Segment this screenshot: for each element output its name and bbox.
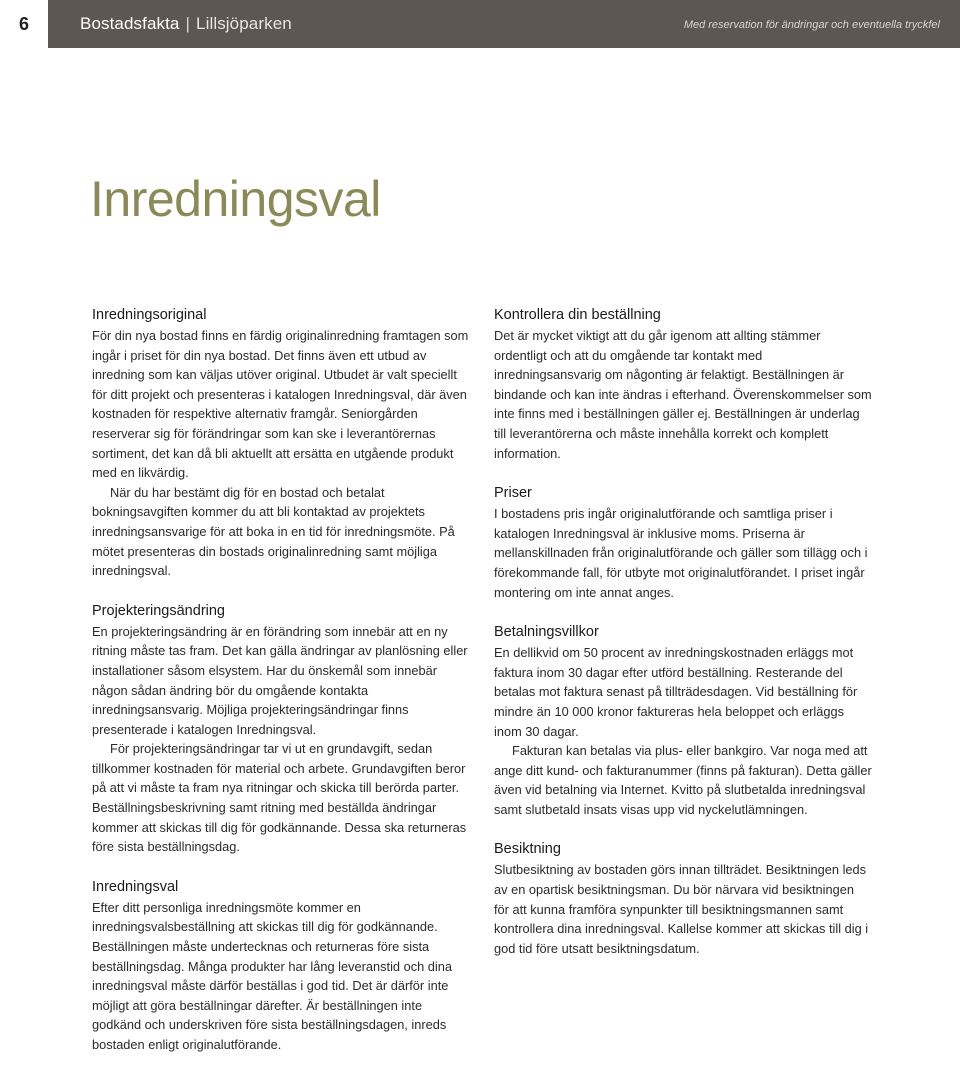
section-inredningsoriginal [92, 305, 470, 581]
section-heading: Kontrollera din beställning [494, 307, 661, 323]
section-paragraph: Slutbesiktning av bostaden görs innan tillträdet. Besiktningen leds av en opartisk besiktningsman. Du bör närvara vid besiktningen för att kunna framföra synpunkter till besiktningsmannen samt kontrollera dina inredningsval. Kallelse kommer att skickas till dig i god tid före utsatt besiktningsdatum. [494, 862, 869, 956]
section-paragraph: Fakturan kan betalas via plus- eller bankgiro. Var noga med att ange ditt kund- och fakturanummer (finns på fakturan). Detta gäller även vid betalning via Internet. Kvitto på slutbetalda inredningsval samt slutbetald insats visas upp vid nyckelutlämningen. [494, 743, 872, 817]
section-inredningsval [92, 877, 470, 1055]
section-paragraph: När du har bestämt dig för en bostad och betalat bokningsavgiften kommer du att bli kontaktad av projektets inredningsansvarige för att boka in en tid för inredningsmöte. På mötet presenteras din bostads originalinredning samt möjliga inredningsval. [92, 484, 455, 579]
header-title [80, 14, 292, 34]
section-heading: Projekteringsändring [92, 602, 225, 619]
left-column [92, 305, 470, 1075]
section-paragraph: För projekteringsändringar tar vi ut en grundavgift, sedan tillkommer kostnaden för material och arbete. Grundavgiften beror på att vi måste ta fram nya ritningar och skicka till berörda parter. Beställningsbeskrivning samt ritning med beställda ändringar kommer att skickas till dig för godkännande. Dessa ska returneras före sista beställningsdag. [92, 741, 467, 855]
section-besiktning [494, 839, 872, 958]
section-priser [494, 483, 872, 602]
section-paragraph: En projekteringsändring är en förändring som innebär att en ny ritning måste tas fram. Det kan gälla ändringar av planlösning eller installationer såsom elsystem. Har du önskemål som innebär någon sådan ändring bör du omgående kontakta inredningsansvarig. Möjliga projekteringsändringar finns presenterade i katalogen Inredningsval. [92, 623, 468, 737]
right-column [494, 305, 872, 978]
page-number: 6 [0, 0, 48, 48]
page-title: Inredningsval [90, 171, 381, 227]
section-heading: Priser [494, 485, 532, 502]
section-heading: Inredningsval [92, 878, 179, 895]
section-heading: Besiktning [494, 841, 561, 858]
project-name: Lillsjöparken [196, 14, 292, 33]
section-heading: Inredningsoriginal [92, 307, 207, 323]
section-kontrollera [494, 305, 872, 463]
section-betalningsvillkor [494, 622, 872, 819]
section-projekteringsandring [92, 601, 470, 857]
page-header [0, 0, 960, 48]
section-paragraph: Det är mycket viktigt att du går igenom att allting stämmer ordentligt och att du omgående tar kontakt med inredningsansvarig om någonting är felaktigt. Beställningen är bindande och kan inte ändras i efterhand. Överenskommelser som inte finns med i beställningen gäller ej. Beställningen är underlag till leverantörerna och måste innehålla korrekt och komplett information. [494, 328, 872, 461]
document-title: Bostadsfakta [80, 14, 180, 33]
title-separator: | [185, 14, 191, 33]
section-paragraph: I bostadens pris ingår originalutförande och samtliga priser i katalogen Inredningsval är inklusive moms. Priserna är mellanskillnaden från originalutförande och gäller som tillägg och i förekommande fall, för utbyte mot originalutförandet. I priset ingår montering om inte annat anges. [494, 506, 868, 600]
section-paragraph: För din nya bostad finns en färdig originalinredning framtagen som ingår i priset för din nya bostad. Det finns även ett utbud av inredning som kan väljas utöver original. Utbudet är valt speciellt för ditt projekt och presenteras i katalogen Inredningsval, där även kostnaden för respektive alternativ framgår. Seniorgården reserverar sig för förändringar som kan ske i leverantörernas sortiment, det kan då bli aktuellt att ersätta en utgående produkt med en likvärdig. [92, 328, 469, 481]
disclaimer-note: Med reservation för ändringar och eventuella tryckfel [683, 19, 940, 31]
section-heading: Betalningsvillkor [494, 624, 599, 641]
section-paragraph: Efter ditt personliga inredningsmöte kommer en inredningsvalsbeställning att skickas till dig för godkännande. Beställningen måste undertecknas och returneras före sista beställningsdag. Många produkter har lång leveranstid och dina inredningsval måste därför beställas i god tid. Det är därför inte möjligt att göra beställningar därefter. Är beställningen inte godkänd och underskriven före sista beställningsdagen, inreds bostaden enligt originalutförande. [92, 899, 452, 1052]
section-paragraph: En dellikvid om 50 procent av inredningskostnaden erläggs mot faktura inom 30 dagar efter utförd beställning. Resterande del betalas mot faktura senast på tillträdesdagen. Vid beställning för mindre än 10 000 kronor faktureras hela beloppet och erläggs inom 30 dagar. [494, 645, 858, 739]
